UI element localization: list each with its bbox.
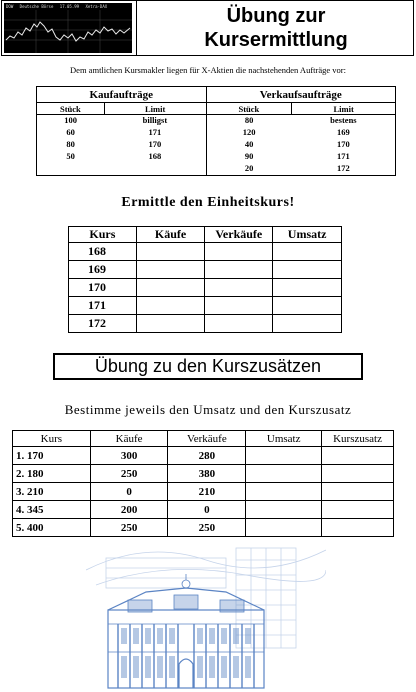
column-header: Kurs (13, 431, 91, 447)
umsatz-input-cell[interactable] (273, 261, 342, 279)
verkaeufe-input-cell[interactable] (205, 261, 273, 279)
kurszusatz-input-cell[interactable] (322, 447, 394, 465)
kurs-cell: 169 (69, 261, 137, 279)
ticker-bar (4, 3, 132, 10)
column-header: Umsatz (246, 431, 322, 447)
column-header: Limit (104, 103, 206, 115)
kaeufe-input-cell[interactable] (136, 261, 205, 279)
buy-orders-header: Kaufaufträge (37, 87, 207, 103)
header-box (1, 0, 414, 56)
buy-qty (37, 163, 105, 176)
umsatz-input-cell[interactable] (246, 483, 322, 501)
kaeufe-input-cell[interactable] (136, 297, 205, 315)
column-header: Stück (206, 103, 292, 115)
umsatz-input-cell[interactable] (246, 519, 322, 537)
sell-qty: 80 (206, 115, 292, 128)
umsatz-input-cell[interactable] (273, 243, 342, 261)
verkaeufe-cell: 210 (168, 483, 246, 501)
verkaeufe-cell: 380 (168, 465, 246, 483)
buy-qty: 50 (37, 151, 105, 163)
sell-limit: 172 (292, 163, 396, 176)
kaeufe-input-cell[interactable] (136, 243, 205, 261)
sell-limit: 170 (292, 139, 396, 151)
buy-qty: 60 (37, 127, 105, 139)
umsatz-input-cell[interactable] (246, 447, 322, 465)
kurs-cell: 170 (69, 279, 137, 297)
kaeufe-input-cell[interactable] (136, 315, 205, 333)
table-row (37, 115, 396, 128)
stock-exchange-building-illustration (86, 540, 326, 690)
stock-line-graphic (4, 10, 132, 53)
table-row (13, 519, 394, 537)
page-title (137, 4, 415, 54)
buy-limit: 170 (104, 139, 206, 151)
table-row (69, 261, 342, 279)
table-row (37, 139, 396, 151)
verkaeufe-input-cell[interactable] (205, 315, 273, 333)
table-row (37, 163, 396, 176)
table-row (69, 279, 342, 297)
kaeufe-cell: 250 (90, 465, 168, 483)
ticker-label: DOW (6, 4, 14, 9)
table-row (69, 243, 342, 261)
kurs-cell: 171 (69, 297, 137, 315)
kurs-cell: 3. 210 (13, 483, 91, 501)
kaeufe-cell: 0 (90, 483, 168, 501)
table-row (69, 297, 342, 315)
ticker-label: 17.05.99 (59, 4, 80, 9)
buy-qty: 80 (37, 139, 105, 151)
kaeufe-cell: 200 (90, 501, 168, 519)
kaeufe-cell: 300 (90, 447, 168, 465)
kurs-cell: 168 (69, 243, 137, 261)
column-header: Stück (37, 103, 105, 115)
umsatz-input-cell[interactable] (246, 465, 322, 483)
buy-qty: 100 (37, 115, 105, 128)
kurszusatz-table (12, 430, 394, 537)
sell-qty: 40 (206, 139, 292, 151)
kaeufe-input-cell[interactable] (136, 279, 205, 297)
orders-table (36, 86, 396, 176)
umsatz-input-cell[interactable] (273, 297, 342, 315)
kurszusatz-input-cell[interactable] (322, 519, 394, 537)
column-header: Limit (292, 103, 396, 115)
kurs-cell: 4. 345 (13, 501, 91, 519)
umsatz-input-cell[interactable] (273, 279, 342, 297)
kurs-cell: 5. 400 (13, 519, 91, 537)
table-row (13, 447, 394, 465)
verkaeufe-cell: 250 (168, 519, 246, 537)
column-header: Käufe (90, 431, 168, 447)
section-title-box: Übung zu den Kurszusätzen (53, 353, 363, 380)
column-header: Käufe (136, 227, 205, 243)
verkaeufe-input-cell[interactable] (205, 297, 273, 315)
column-header: Umsatz (273, 227, 342, 243)
verkaeufe-input-cell[interactable] (205, 279, 273, 297)
table-row (69, 315, 342, 333)
table-row (37, 127, 396, 139)
sell-qty: 120 (206, 127, 292, 139)
kaeufe-cell: 250 (90, 519, 168, 537)
buy-limit: billigst (104, 115, 206, 128)
kurszusatz-input-cell[interactable] (322, 465, 394, 483)
ticker-label: Deutsche Börse (19, 4, 54, 9)
table-row (37, 151, 396, 163)
stock-chart-image (4, 3, 132, 53)
umsatz-input-cell[interactable] (273, 315, 342, 333)
verkaeufe-cell: 0 (168, 501, 246, 519)
table-row (13, 483, 394, 501)
ticker-label: Xetra-DAX (85, 4, 108, 9)
sell-limit: 171 (292, 151, 396, 163)
sell-qty: 20 (206, 163, 292, 176)
buy-limit: 171 (104, 127, 206, 139)
intro-text: Dem amtlichen Kursmakler liegen für X-Aktien die nachstehenden Aufträge vor: (70, 65, 346, 75)
column-header: Verkäufe (168, 431, 246, 447)
table-row (13, 465, 394, 483)
kurszusatz-heading: Bestimme jeweils den Umsatz und den Kurszusatz (64, 402, 352, 417)
title-line: Kursermittlung (204, 29, 348, 51)
verkaeufe-input-cell[interactable] (205, 243, 273, 261)
kurs-cell: 172 (69, 315, 137, 333)
kurs-cell: 2. 180 (13, 465, 91, 483)
kurs-cell: 1. 170 (13, 447, 91, 465)
sell-orders-header: Verkaufsaufträge (206, 87, 396, 103)
einheitskurs-table (68, 226, 342, 333)
umsatz-input-cell[interactable] (246, 501, 322, 519)
column-header: Verkäufe (205, 227, 273, 243)
table-row (13, 501, 394, 519)
sell-qty: 90 (206, 151, 292, 163)
buy-limit: 168 (104, 151, 206, 163)
kurszusatz-input-cell[interactable] (322, 483, 394, 501)
sell-limit: 169 (292, 127, 396, 139)
einheitskurs-heading: Ermittle den Einheitskurs! (121, 195, 295, 210)
sell-limit: bestens (292, 115, 396, 128)
kurszusatz-input-cell[interactable] (322, 501, 394, 519)
title-line: Übung zur (226, 5, 326, 27)
column-header: Kurszusatz (322, 431, 394, 447)
column-header: Kurs (69, 227, 137, 243)
verkaeufe-cell: 280 (168, 447, 246, 465)
buy-limit (104, 163, 206, 176)
